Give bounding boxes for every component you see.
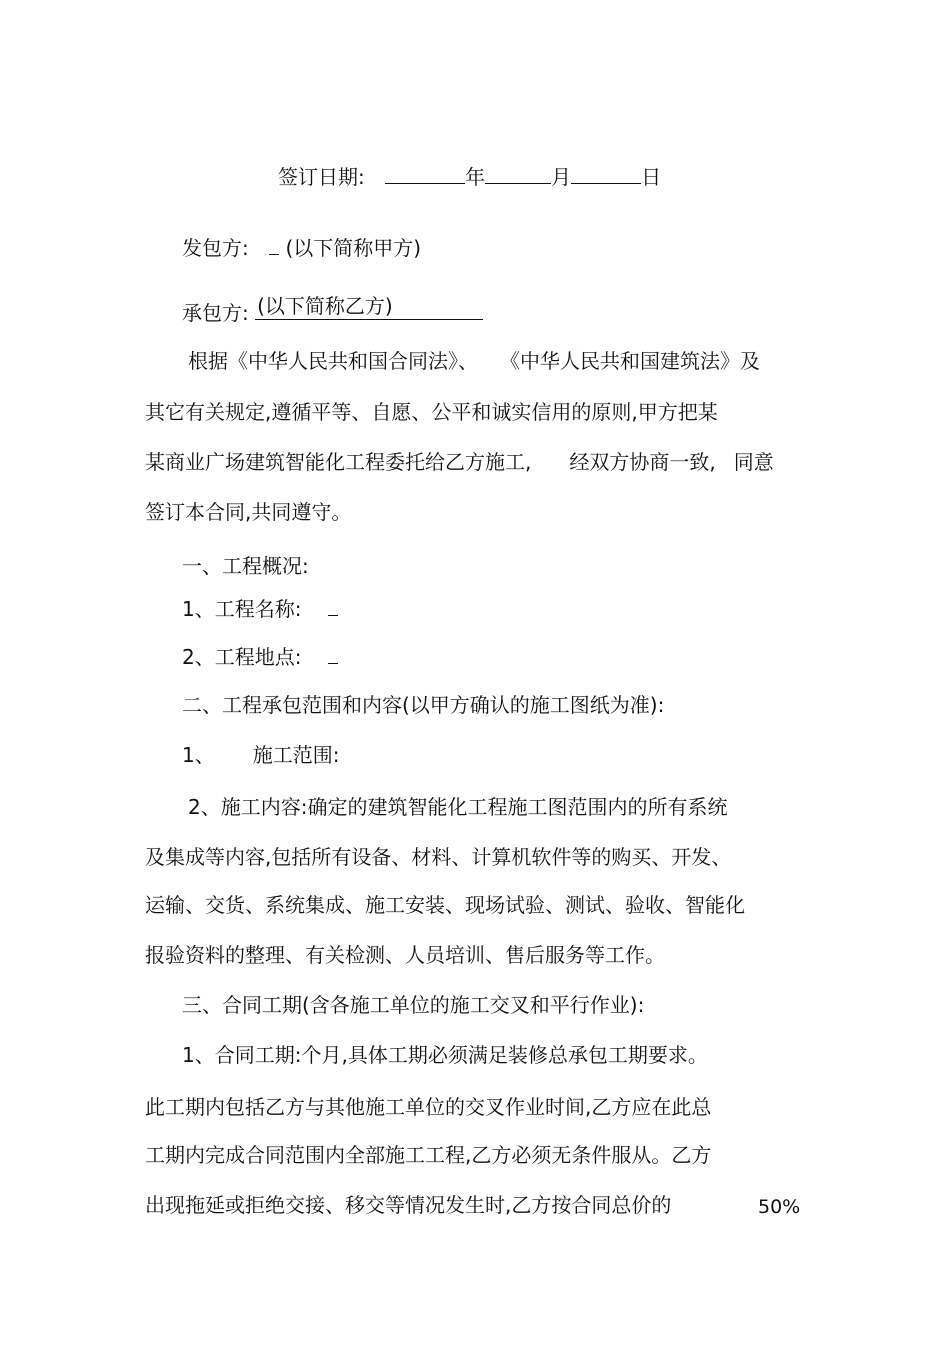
section2-item2-line-3 xyxy=(145,892,745,918)
penalty-percent-value: 50% xyxy=(758,1196,801,1218)
section2-heading-text: 二、工程承包范围和内容(以甲方确认的施工图纸为准): xyxy=(182,693,665,717)
content-text-2: 及集成等内容,包括所有设备、材料、计算机软件等的购买、开发、 xyxy=(145,845,732,869)
preamble-4a: 签订本合同,共同遵守。 xyxy=(145,500,352,524)
content-text-1: 2、施工内容:确定的建筑智能化工程施工图范围内的所有系统 xyxy=(188,795,728,819)
day-label: 日 xyxy=(641,165,662,189)
sign-date-line xyxy=(278,163,661,190)
year-label: 年 xyxy=(465,165,486,189)
section1-heading-text: 一、工程概况: xyxy=(182,554,309,578)
section2-item2-line-1 xyxy=(188,794,727,820)
content-text-4: 报验资料的整理、有关检测、人员培训、售后服务等工作。 xyxy=(145,943,665,967)
section2-heading xyxy=(182,692,664,718)
day-blank[interactable] xyxy=(571,163,641,184)
preamble-line-4 xyxy=(145,499,351,525)
party-b-blank[interactable] xyxy=(255,293,483,320)
party-a-note: (以下简称甲方) xyxy=(285,236,422,260)
project-location-blank[interactable] xyxy=(328,643,338,664)
preamble-line-3 xyxy=(145,449,774,475)
duration-text-2: 此工期内包括乙方与其他施工单位的交叉作业时间,乙方应在此总 xyxy=(145,1095,712,1119)
party-a-line xyxy=(182,234,421,261)
section3-heading xyxy=(182,992,644,1018)
project-name-blank[interactable] xyxy=(328,595,338,616)
party-b-note: (以下简称乙方) xyxy=(257,294,393,318)
party-a-label: 发包方: xyxy=(182,236,249,260)
section1-heading xyxy=(182,553,309,579)
section1-item2 xyxy=(182,643,338,670)
section3-line-1 xyxy=(182,1042,708,1068)
project-name-label: 1、工程名称: xyxy=(182,597,302,621)
section3-heading-text: 三、合同工期(含各施工单位的施工交叉和平行作业): xyxy=(182,993,645,1017)
preamble-line-2 xyxy=(145,399,718,425)
scope-label: 施工范围: xyxy=(252,743,340,767)
section1-item1 xyxy=(182,595,338,622)
party-b-label: 承包方: xyxy=(182,301,249,325)
preamble-3a: 某商业广场建筑智能化工程委托给乙方施工, xyxy=(145,450,532,474)
section3-line-4 xyxy=(145,1192,671,1218)
section3-line-3 xyxy=(145,1142,711,1168)
party-b-line xyxy=(182,293,483,326)
sign-date-label: 签订日期: xyxy=(278,165,365,189)
project-location-label: 2、工程地点: xyxy=(182,645,302,669)
section3-line-2 xyxy=(145,1094,711,1120)
preamble-3b: 经双方协商一致, xyxy=(569,450,716,474)
preamble-line-1 xyxy=(188,348,760,374)
preamble-3c: 同意 xyxy=(733,450,774,474)
year-blank[interactable] xyxy=(385,163,465,184)
content-text-3: 运输、交货、系统集成、施工安装、现场试验、测试、验收、智能化 xyxy=(145,893,745,917)
duration-text-1: 1、合同工期:个月,具体工期必须满足装修总承包工期要求。 xyxy=(182,1043,708,1067)
section2-item1 xyxy=(182,742,339,768)
scope-number: 1、 xyxy=(182,743,215,767)
duration-text-4: 出现拖延或拒绝交接、移交等情况发生时,乙方按合同总价的 xyxy=(145,1193,672,1217)
month-blank[interactable] xyxy=(485,163,551,184)
preamble-2a: 其它有关规定,遵循平等、自愿、公平和诚实信用的原则,甲方把某 xyxy=(145,400,718,424)
preamble-1a: 根据《中华人民共和国合同法》、 xyxy=(188,349,478,373)
penalty-percent xyxy=(758,1194,800,1220)
preamble-1b: 《中华人民共和国建筑法》及 xyxy=(510,349,760,373)
duration-text-3: 工期内完成合同范围内全部施工工程,乙方必须无条件服从。乙方 xyxy=(145,1143,712,1167)
party-a-blank[interactable] xyxy=(269,234,279,255)
month-label: 月 xyxy=(551,165,572,189)
section2-item2-line-4 xyxy=(145,942,665,968)
section2-item2-line-2 xyxy=(145,844,731,870)
